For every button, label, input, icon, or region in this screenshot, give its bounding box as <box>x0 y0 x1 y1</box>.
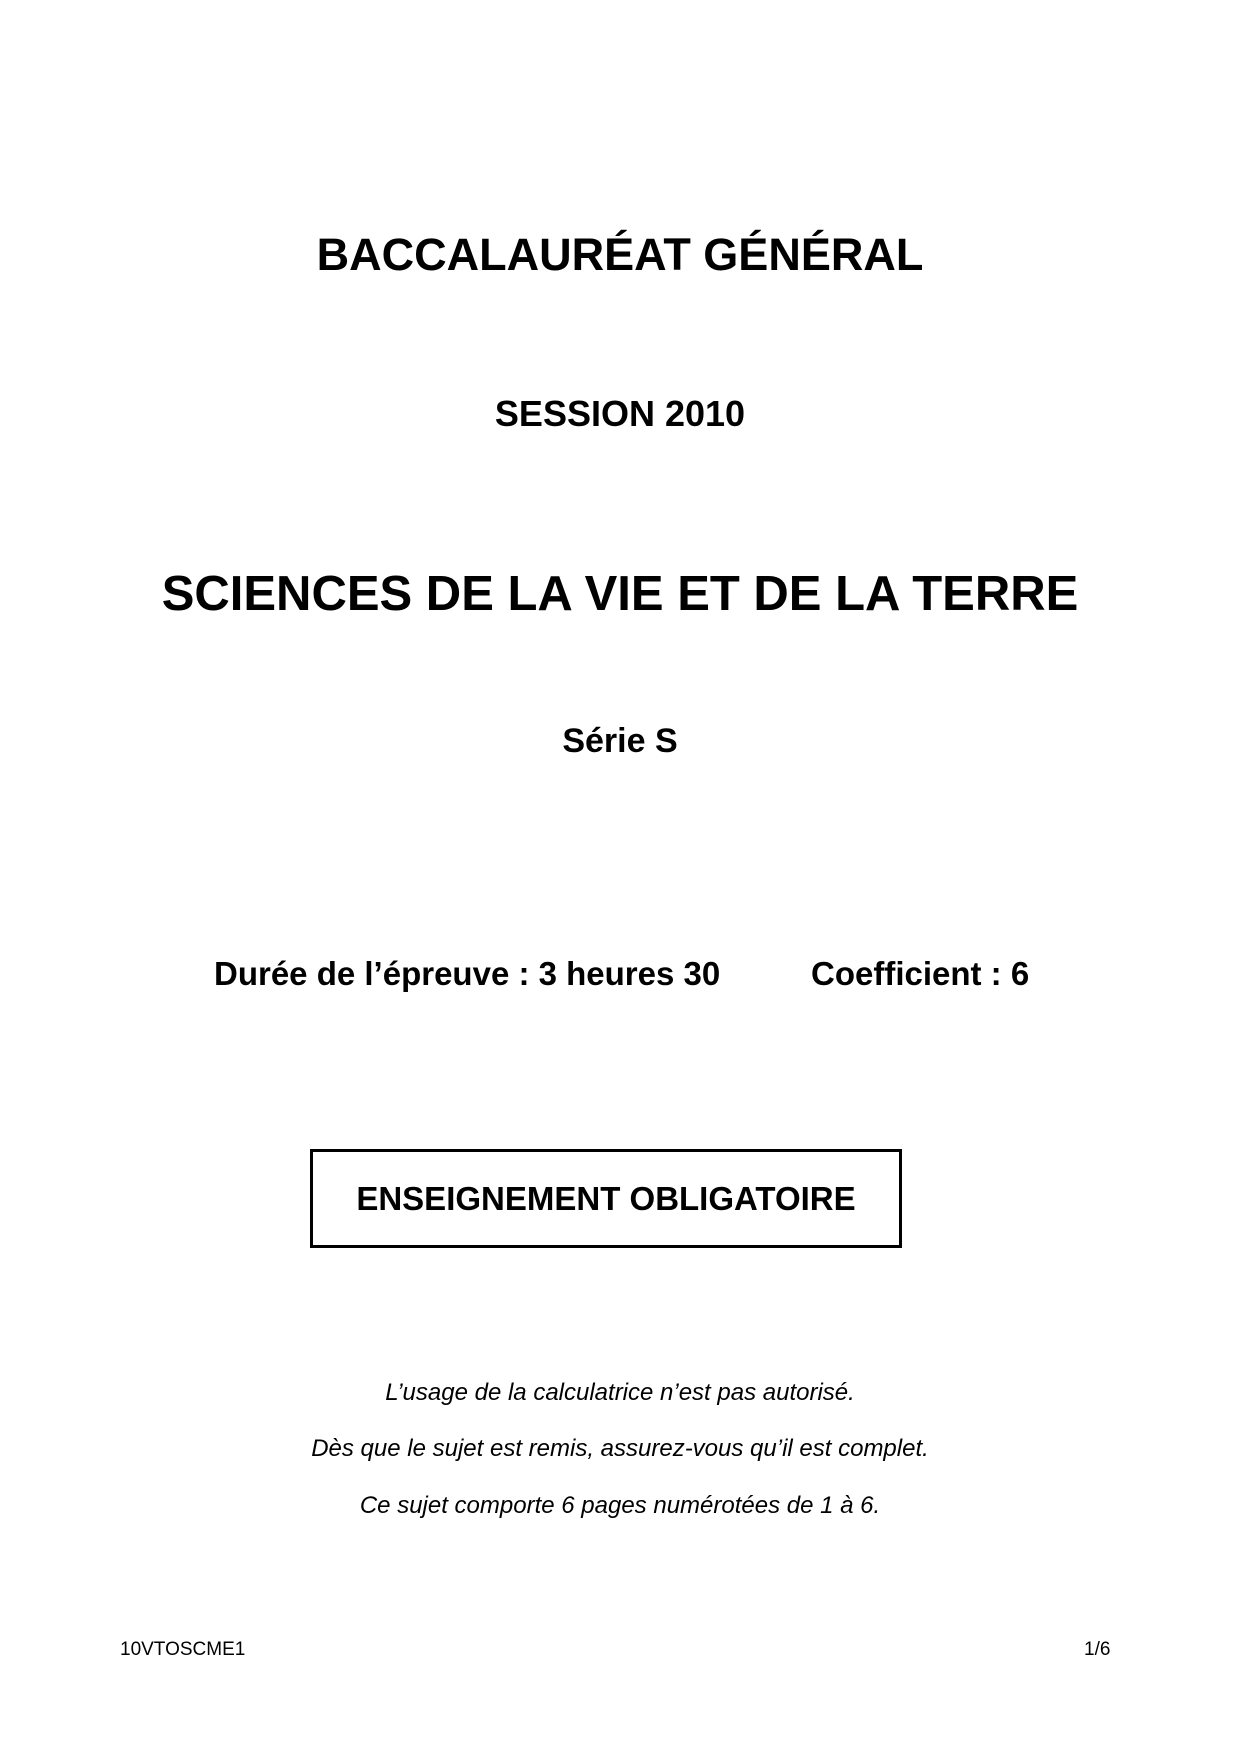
footer-page-number: 1/6 <box>1084 1639 1111 1660</box>
session-label: SESSION 2010 <box>494 393 746 434</box>
instruction-page-count: Ce sujet comporte 6 pages numérotées de 1 à 6. <box>359 1492 881 1519</box>
duration-label: Durée de l’épreuve : 3 heures 30 <box>214 955 721 992</box>
series-label: Série S <box>562 722 678 760</box>
instruction-calculator: L’usage de la calculatrice n’est pas autorisé. <box>385 1379 855 1406</box>
teaching-type-label: ENSEIGNEMENT OBLIGATOIRE <box>356 1180 856 1217</box>
teaching-type-box <box>310 1149 902 1248</box>
coefficient-label: Coefficient : 6 <box>811 955 1030 992</box>
exam-title: BACCALAURÉAT GÉNÉRAL <box>316 229 924 280</box>
footer-document-code: 10VTOSCME1 <box>120 1639 246 1660</box>
subject-title: SCIENCES DE LA VIE ET DE LA TERRE <box>161 567 1079 621</box>
instruction-completeness: Dès que le sujet est remis, assurez-vous qu’il est complet. <box>311 1435 929 1462</box>
